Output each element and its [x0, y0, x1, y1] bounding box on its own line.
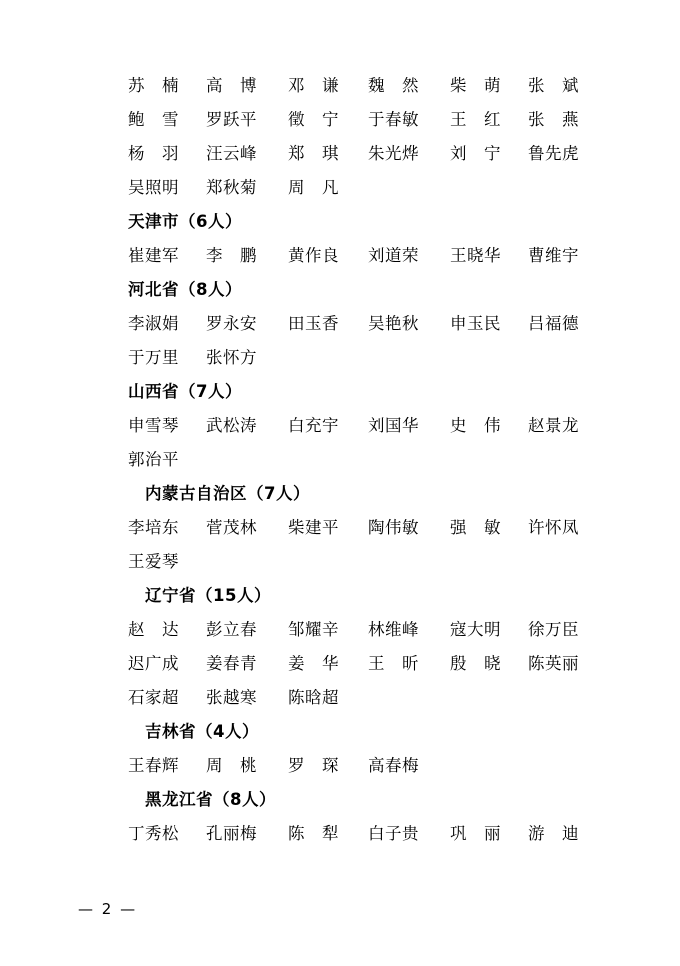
name-row: [128, 446, 588, 480]
person-name: 陈英丽: [528, 654, 579, 673]
person-name: 徐万臣: [528, 620, 579, 639]
name-row: [128, 684, 588, 718]
person-name: 刘 宁: [450, 144, 501, 163]
person-name: 陶伟敏: [368, 518, 419, 537]
name-list-content: [128, 72, 588, 854]
person-name: 陈晗超: [288, 688, 339, 707]
person-name: 罗跃平: [206, 110, 257, 129]
region-heading: 河北省（8人）: [128, 280, 242, 299]
person-name: 申玉民: [450, 314, 501, 333]
person-name: 苏 楠: [128, 76, 179, 95]
person-name: 鲍 雪: [128, 110, 179, 129]
person-name: 周 凡: [288, 178, 339, 197]
person-name: 吴照明: [128, 178, 179, 197]
person-name: 魏 然: [368, 76, 419, 95]
person-name: 林维峰: [368, 620, 419, 639]
person-name: 柴 萌: [450, 76, 501, 95]
person-name: 巩 丽: [450, 824, 501, 843]
person-name: 申雪琴: [128, 416, 179, 435]
person-name: 强 敏: [450, 518, 501, 537]
region-heading: 天津市（6人）: [128, 212, 242, 231]
person-name: 王晓华: [450, 246, 501, 265]
name-row: [128, 650, 588, 684]
person-name: 郑秋菊: [206, 178, 257, 197]
person-name: 白充宇: [288, 416, 339, 435]
person-name: 武松涛: [206, 416, 257, 435]
person-name: 周 桃: [206, 756, 257, 775]
person-name: 邓 谦: [288, 76, 339, 95]
region-heading: 山西省（7人）: [128, 382, 242, 401]
person-name: 赵景龙: [528, 416, 579, 435]
person-name: 史 伟: [450, 416, 501, 435]
page-number: — 2 —: [78, 900, 138, 918]
person-name: 郑 琪: [288, 144, 339, 163]
person-name: 朱光烨: [368, 144, 419, 163]
person-name: 刘道荣: [368, 246, 419, 265]
person-name: 陈 犁: [288, 824, 339, 843]
person-name: 菅茂林: [206, 518, 257, 537]
person-name: 殷 晓: [450, 654, 501, 673]
person-name: 高春梅: [368, 756, 419, 775]
person-name: 柴建平: [288, 518, 339, 537]
person-name: 姜春青: [206, 654, 257, 673]
person-name: 吕福德: [528, 314, 579, 333]
person-name: 李 鹏: [206, 246, 257, 265]
person-name: 张 斌: [528, 76, 579, 95]
name-row: [128, 412, 588, 446]
person-name: 郭治平: [128, 450, 179, 469]
name-row: [128, 820, 588, 854]
person-name: 崔建军: [128, 246, 179, 265]
person-name: 许怀凤: [528, 518, 579, 537]
person-name: 田玉香: [288, 314, 339, 333]
person-name: 鲁先虎: [528, 144, 579, 163]
person-name: 王春辉: [128, 756, 179, 775]
name-row: [128, 106, 588, 140]
name-row: [128, 242, 588, 276]
person-name: 石家超: [128, 688, 179, 707]
person-name: 曹维宇: [528, 246, 579, 265]
name-row: [128, 514, 588, 548]
region-heading: 内蒙古自治区（7人）: [145, 484, 310, 503]
person-name: 丁秀松: [128, 824, 179, 843]
person-name: 姜 华: [288, 654, 339, 673]
person-name: 汪云峰: [206, 144, 257, 163]
person-name: 邹耀辛: [288, 620, 339, 639]
name-row: [128, 140, 588, 174]
person-name: 王 红: [450, 110, 501, 129]
name-row: [128, 752, 588, 786]
person-name: 高 博: [206, 76, 257, 95]
person-name: 徵 宁: [288, 110, 339, 129]
person-name: 赵 达: [128, 620, 179, 639]
person-name: 寇大明: [450, 620, 501, 639]
region-heading: 吉林省（4人）: [145, 722, 259, 741]
person-name: 王爱琴: [128, 552, 179, 571]
person-name: 黄作良: [288, 246, 339, 265]
region-heading: 辽宁省（15人）: [145, 586, 271, 605]
region-heading: 黑龙江省（8人）: [145, 790, 276, 809]
name-row: [128, 310, 588, 344]
name-row: [128, 72, 588, 106]
person-name: 刘国华: [368, 416, 419, 435]
name-row: [128, 548, 588, 582]
person-name: 张越寒: [206, 688, 257, 707]
person-name: 罗永安: [206, 314, 257, 333]
name-row: [128, 174, 588, 208]
person-name: 杨 羽: [128, 144, 179, 163]
person-name: 张 燕: [528, 110, 579, 129]
name-row: [128, 344, 588, 378]
person-name: 孔丽梅: [206, 824, 257, 843]
person-name: 罗 琛: [288, 756, 339, 775]
person-name: 白子贵: [368, 824, 419, 843]
person-name: 李淑娟: [128, 314, 179, 333]
person-name: 吴艳秋: [368, 314, 419, 333]
person-name: 张怀方: [206, 348, 257, 367]
person-name: 李培东: [128, 518, 179, 537]
person-name: 于春敏: [368, 110, 419, 129]
person-name: 游 迪: [528, 824, 579, 843]
person-name: 迟广成: [128, 654, 179, 673]
name-row: [128, 616, 588, 650]
person-name: 王 昕: [368, 654, 419, 673]
person-name: 于万里: [128, 348, 179, 367]
person-name: 彭立春: [206, 620, 257, 639]
